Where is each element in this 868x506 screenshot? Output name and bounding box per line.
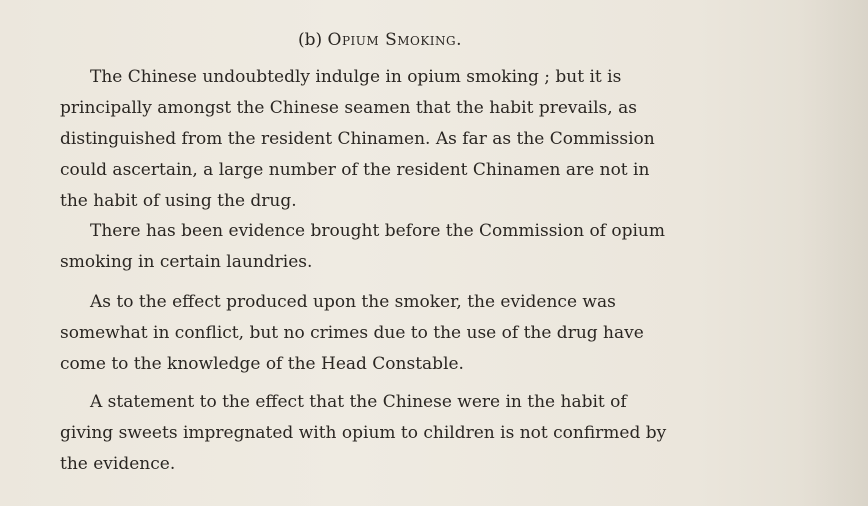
text-line: As to the effect produced upon the smoker, the evidence was xyxy=(90,292,616,312)
paragraph-3 xyxy=(60,287,710,380)
paragraph-4 xyxy=(60,387,710,480)
text-line: the habit of using the drug. xyxy=(60,191,297,211)
section-heading xyxy=(0,30,760,50)
text-line: principally amongst the Chinese seamen that the habit prevails, as xyxy=(60,98,637,118)
text-line: There has been evidence brought before the Commission of opium xyxy=(90,221,665,241)
text-line: distinguished from the resident Chinamen. As far as the Commission xyxy=(60,129,655,149)
text-line: smoking in certain laundries. xyxy=(60,252,313,272)
text-line: could ascertain, a large number of the resident Chinamen are not in xyxy=(60,160,650,180)
section-title: Opium Smoking. xyxy=(327,30,463,50)
text-line: the evidence. xyxy=(60,454,176,474)
text-line: somewhat in conflict, but no crimes due to the use of the drug have xyxy=(60,323,644,343)
section-label: (b) xyxy=(297,30,323,50)
paragraph-2 xyxy=(60,216,710,278)
text-line: The Chinese undoubtedly indulge in opium smoking ; but it is xyxy=(90,67,622,87)
text-line: come to the knowledge of the Head Constable. xyxy=(60,354,464,374)
text-line: giving sweets impregnated with opium to children is not confirmed by xyxy=(60,423,667,443)
page-edge-shadow xyxy=(798,0,868,506)
text-line: A statement to the effect that the Chinese were in the habit of xyxy=(90,392,627,412)
paragraph-1 xyxy=(60,62,710,217)
